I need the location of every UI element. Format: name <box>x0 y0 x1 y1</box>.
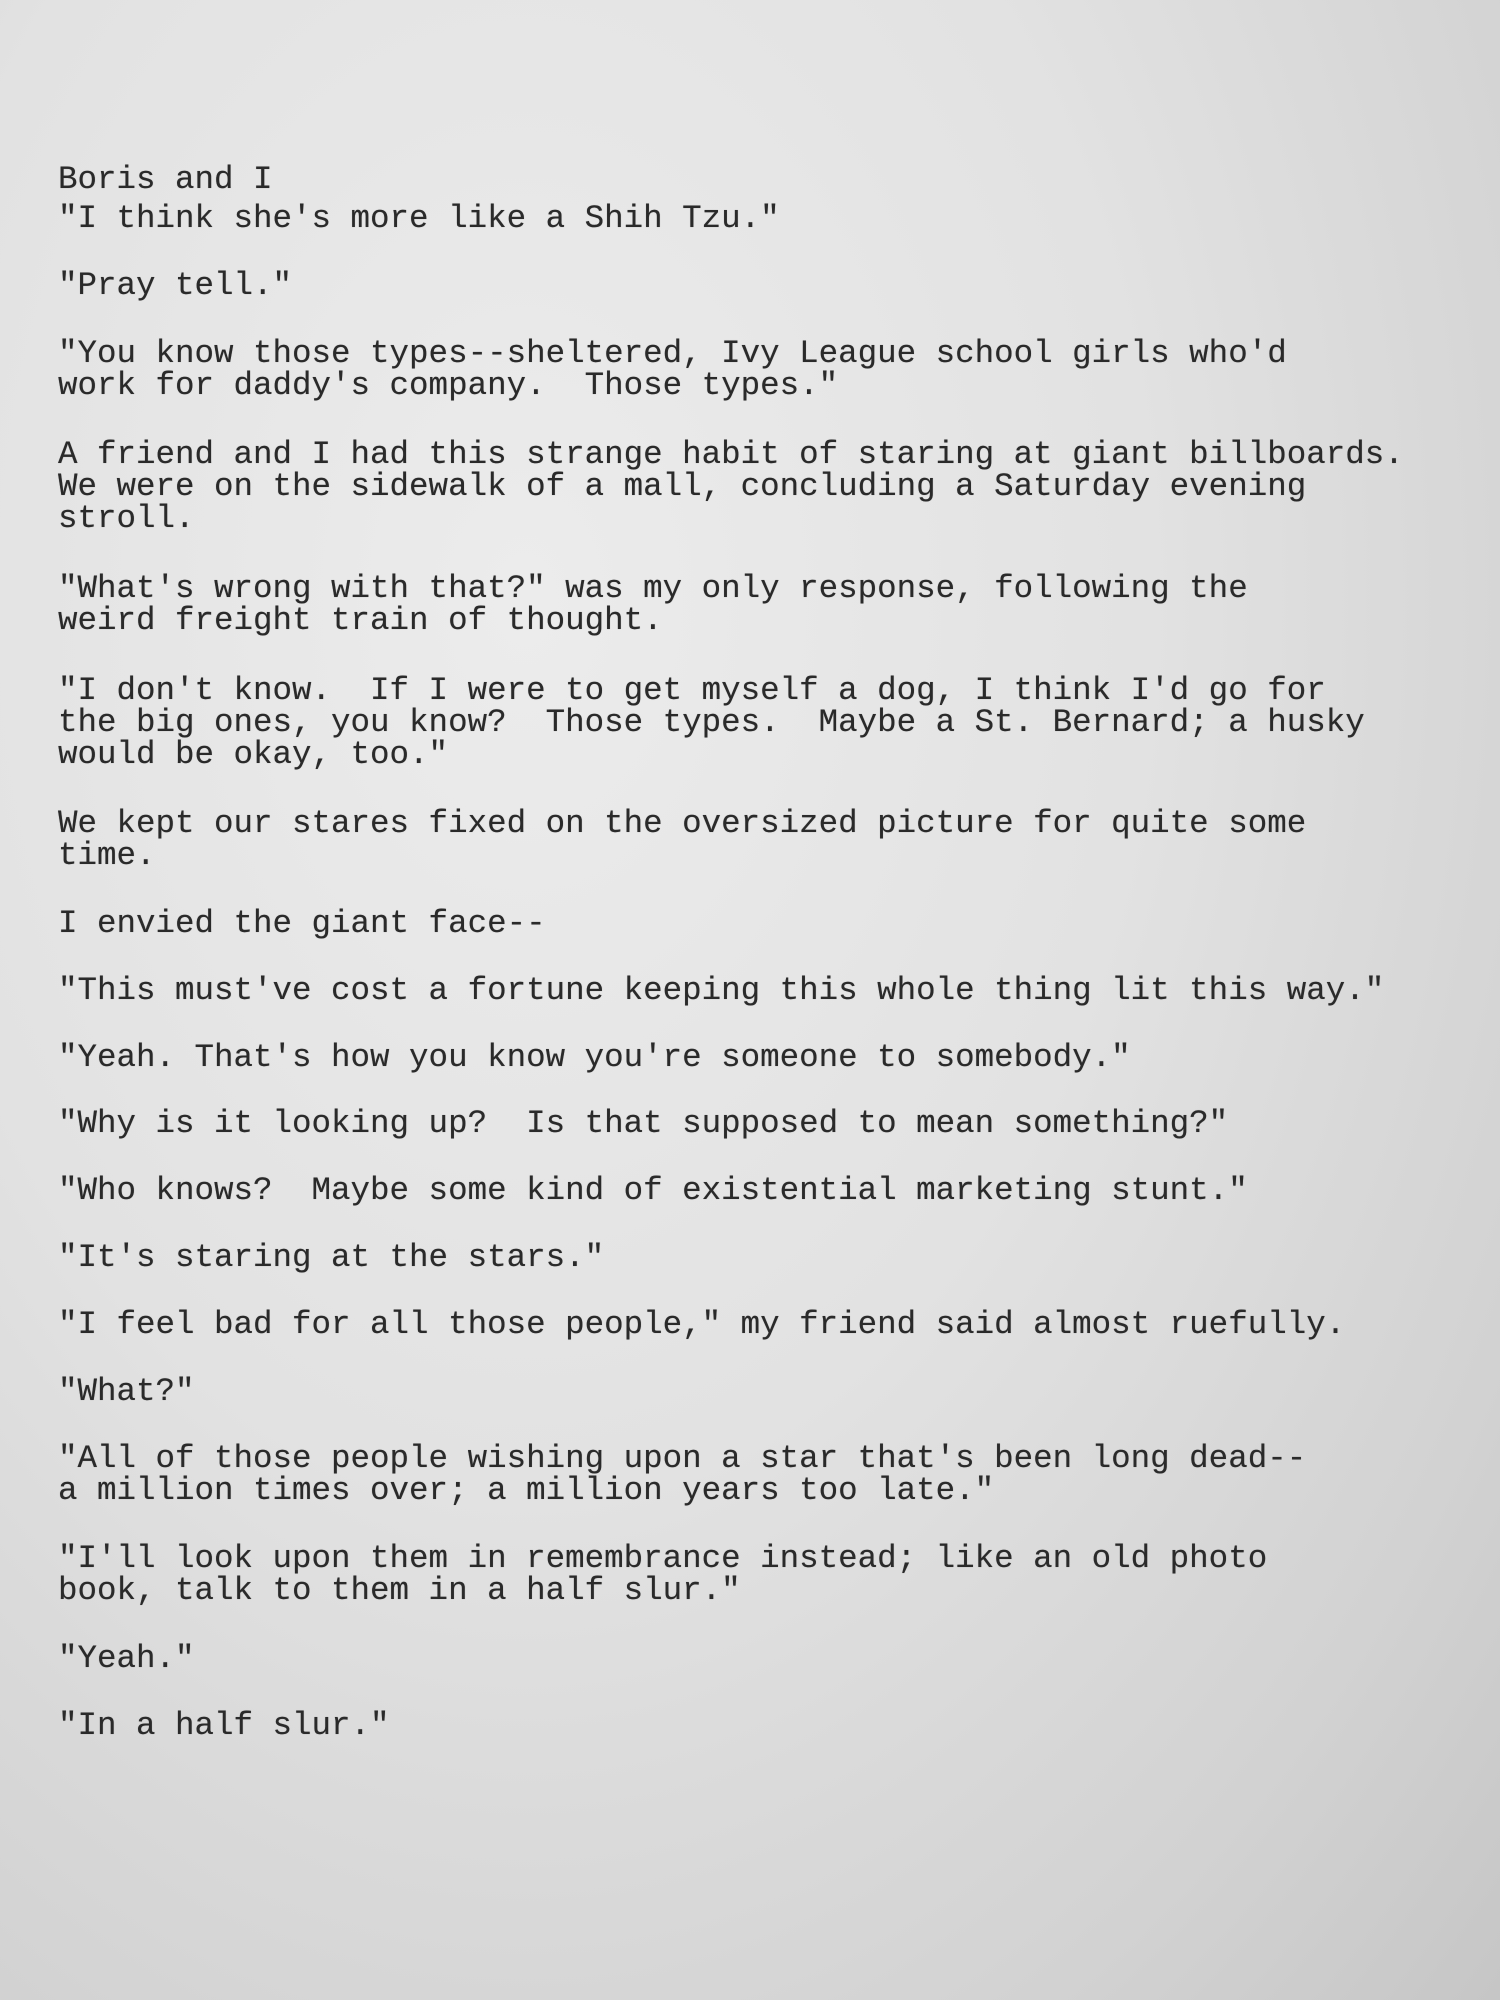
paragraph <box>58 1707 390 1744</box>
text-line: would be okay, too." <box>58 736 449 773</box>
text-line: "You know those types--sheltered, Ivy League school girls who'd <box>58 335 1287 372</box>
text-line: "Why is it looking up? Is that supposed to mean something?" <box>58 1105 1229 1142</box>
text-line: time. <box>58 837 156 874</box>
paragraph <box>58 1540 1268 1609</box>
text-line: We were on the sidewalk of a mall, concluding a Saturday evening <box>58 468 1307 505</box>
paragraph <box>58 972 1385 1009</box>
paragraph <box>58 1239 605 1276</box>
text-line: "What's wrong with that?" was my only response, following the <box>58 570 1248 607</box>
paragraph <box>58 805 1307 874</box>
text-line: "Who knows? Maybe some kind of existential marketing stunt." <box>58 1172 1248 1209</box>
text-line: We kept our stares fixed on the oversized picture for quite some <box>58 805 1307 842</box>
paragraph <box>58 436 1404 537</box>
text-line: the big ones, you know? Those types. Maybe a St. Bernard; a husky <box>58 704 1365 741</box>
text-line: A friend and I had this strange habit of staring at giant billboards. <box>58 436 1404 473</box>
paragraph <box>58 200 780 237</box>
text-line: "What?" <box>58 1373 195 1410</box>
text-line: "It's staring at the stars." <box>58 1239 605 1276</box>
paragraph <box>58 335 1287 404</box>
text-line: "I don't know. If I were to get myself a dog, I think I'd go for <box>58 672 1326 709</box>
text-line: "In a half slur." <box>58 1707 390 1744</box>
title-line: Boris and I <box>58 161 273 198</box>
paragraph <box>58 1640 195 1677</box>
paragraph <box>58 1105 1229 1142</box>
text-line: I envied the giant face-- <box>58 905 546 942</box>
text-line: "I feel bad for all those people," my friend said almost ruefully. <box>58 1306 1346 1343</box>
paragraph <box>58 1172 1248 1209</box>
paragraph <box>58 267 293 304</box>
text-line: "This must've cost a fortune keeping this whole thing lit this way." <box>58 972 1385 1009</box>
text-line: "Yeah." <box>58 1640 195 1677</box>
text-line: weird freight train of thought. <box>58 602 663 639</box>
text-line: work for daddy's company. Those types." <box>58 367 839 404</box>
text-line: "I think she's more like a Shih Tzu." <box>58 200 780 237</box>
text-line: stroll. <box>58 500 195 537</box>
paragraph <box>58 1373 195 1410</box>
paragraph <box>58 1039 1131 1076</box>
text-line: book, talk to them in a half slur." <box>58 1572 741 1609</box>
paragraph <box>58 570 1248 639</box>
paragraph <box>58 672 1365 773</box>
text-line: "All of those people wishing upon a star that's been long dead-- <box>58 1440 1307 1477</box>
text-line: "Yeah. That's how you know you're someone to somebody." <box>58 1039 1131 1076</box>
paragraph <box>58 905 546 942</box>
paragraph <box>58 1440 1307 1509</box>
paragraph <box>58 1306 1346 1343</box>
text-line: "Pray tell." <box>58 267 293 304</box>
text-line: a million times over; a million years too late." <box>58 1472 995 1509</box>
text-line: "I'll look upon them in remembrance instead; like an old photo <box>58 1540 1268 1577</box>
